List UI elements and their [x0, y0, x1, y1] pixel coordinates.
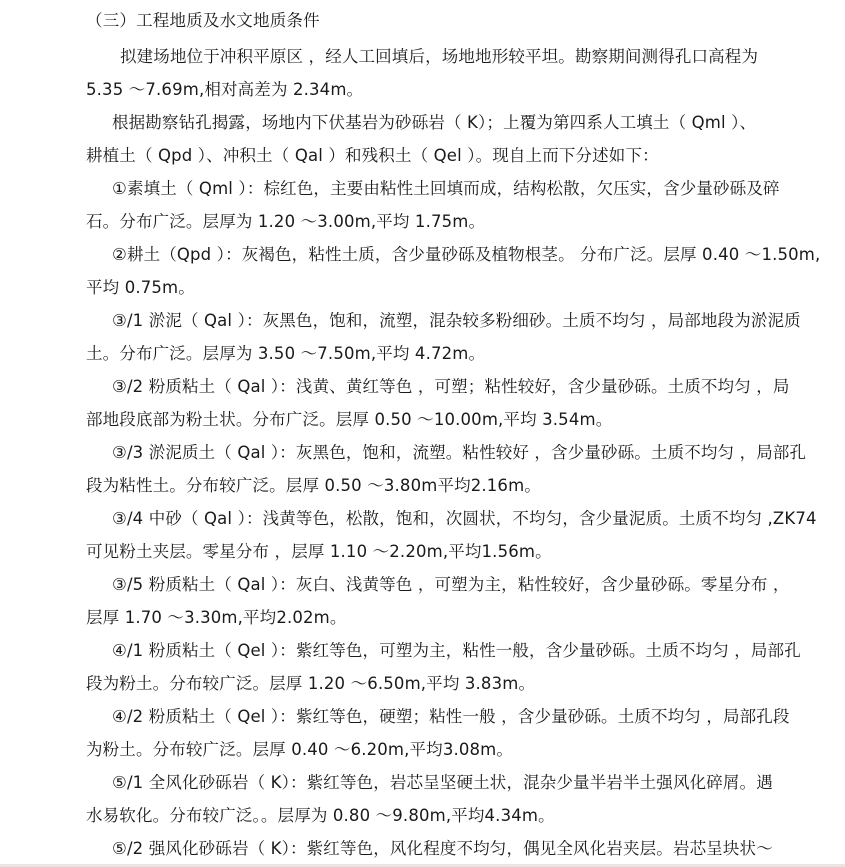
- text-line: 段为粉土。分布较广泛。层厚 1.20 ～6.50m,平均 3.83m。: [86, 674, 536, 693]
- text-line: ④/2 粉质粘土（ Qel ）：紫红等色，硬塑；粘性一般 ，含少量砂砾。土质不均匀 ，局部孔段: [112, 707, 790, 726]
- text-line: ③/3 淤泥质土（ Qal ）：灰黑色，饱和，流塑。粘性较好 ，含少量砂砾。土质不均匀 ，局部孔: [112, 443, 807, 462]
- text-line: 可见粉土夹层。零星分布 ，层厚 1.10 ～2.20m,平均1.56m。: [86, 542, 552, 561]
- text-line: 平均 0.75m。: [86, 278, 195, 297]
- text-line: ③/5 粉质粘土（ Qal ）：灰白、浅黄等色 ，可塑为主，粘性较好，含少量砂砾。零星分布 ，: [112, 575, 790, 594]
- text-line: 段为粘性土。分布较广泛。层厚 0.50 ～3.80m平均2.16m。: [86, 476, 541, 495]
- text-line: 石。分布广泛。层厚为 1.20 ～3.00m,平均 1.75m。: [86, 212, 486, 231]
- text-line: ④/1 粉质粘土（ Qel ）：紫红等色，可塑为主，粘性一般，含少量砂砾。土质不均匀 ，局部孔: [112, 641, 801, 660]
- text-line: 5.35 ～7.69m,相对高差为 2.34m。: [86, 80, 364, 99]
- text-line: 层厚 1.70 ～3.30m,平均2.02m。: [86, 608, 347, 627]
- text-line: ③/2 粉质粘土（ Qal ）：浅黄、黄红等色 ，可塑；粘性较好，含少量砂砾。土质不均匀 ，局: [112, 377, 790, 396]
- text-line: ③/1 淤泥（ Qal ）：灰黑色，饱和，流塑，混杂较多粉细砂。土质不均匀 ，局部地段为淤泥质: [112, 311, 801, 330]
- text-line: ⑤/1 全风化砂砾岩（ K）：紫红等色，岩芯呈坚硬土状，混杂少量半岩半土强风化碎屑。遇: [112, 773, 773, 792]
- text-line: 耕植土（ Qpd ）、冲积土（ Qal ）和残积土（ Qel ）。现自上而下分述如下：: [86, 146, 659, 165]
- text-line: 水易软化。分布较广泛。。层厚为 0.80 ～9.80m,平均4.34m。: [86, 806, 555, 825]
- text-line: ①素填土（ Qml ）：棕红色，主要由粘性土回填而成，结构松散，欠压实，含少量砂砾及碎: [112, 179, 780, 198]
- text-line: 土。分布广泛。层厚为 3.50 ～7.50m,平均 4.72m。: [86, 344, 486, 363]
- text-line: 为粉土。分布较广泛。层厚 0.40 ～6.20m,平均3.08m。: [86, 740, 514, 759]
- section-heading: （三）工程地质及水文地质条件: [86, 11, 320, 30]
- text-line: 根据勘察钻孔揭露，场地内下伏基岩为砂砾岩（ K）；上覆为第四系人工填土（ Qml ）、: [112, 113, 757, 132]
- text-line: ②耕土（Qpd ）：灰褐色，粘性土质，含少量砂砾及植物根茎。 分布广泛。层厚 0.40 ～1.50m,: [112, 245, 821, 264]
- text-line: 拟建场地位于冲积平原区 ，经人工回填后，场地地形较平坦。勘察期间测得孔口高程为: [120, 47, 759, 66]
- text-line: ⑤/2 强风化砂砾岩（ K）：紫红等色，风化程度不均匀，偶见全风化岩夹层。岩芯呈块状～: [112, 839, 773, 858]
- text-line: 部地段底部为粉土状。分布广泛。层厚 0.50 ～10.00m,平均 3.54m。: [86, 410, 613, 429]
- text-line: ③/4 中砂（ Qal ）：浅黄等色，松散，饱和，次圆状，不均匀，含少量泥质。土质不均匀 ,ZK74: [112, 509, 817, 528]
